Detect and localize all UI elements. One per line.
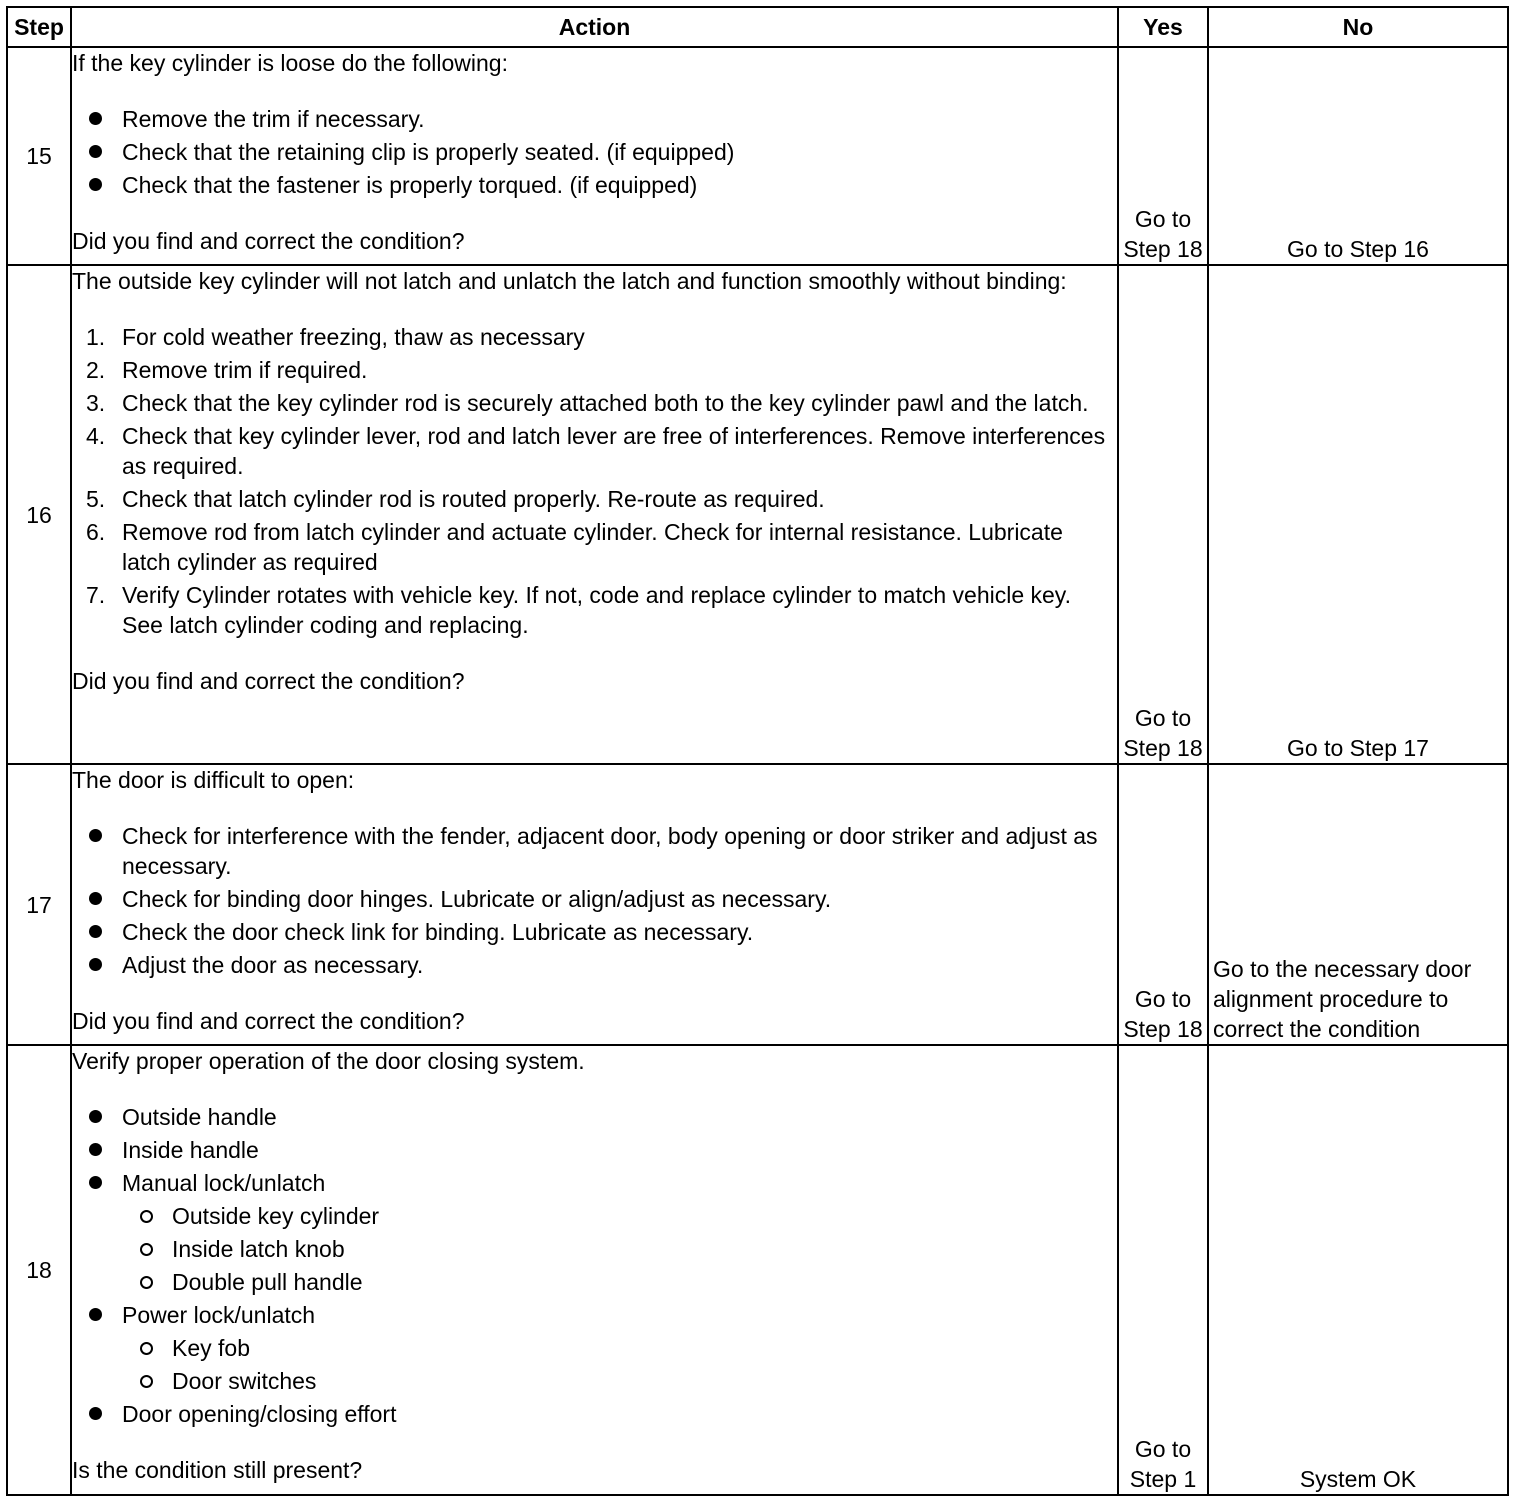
list-number: 5. (86, 486, 106, 512)
action-question: Did you find and correct the condition? (72, 668, 465, 694)
sub-list-item (122, 1267, 1117, 1297)
table-row (7, 47, 1508, 265)
sub-item-text: Inside latch knob (172, 1236, 345, 1262)
list-item (72, 1135, 1117, 1165)
list-item (72, 517, 1117, 577)
list-item (72, 484, 1117, 514)
action-question: Did you find and correct the condition? (72, 228, 465, 254)
bullet-icon (89, 178, 102, 191)
sub-list-item (122, 1366, 1117, 1396)
bullet-list (72, 1102, 1117, 1429)
circle-bullet-icon (140, 1342, 153, 1355)
step-number: 17 (7, 764, 71, 1045)
list-item (72, 1300, 1117, 1396)
circle-bullet-icon (140, 1210, 153, 1223)
table-row (7, 1045, 1508, 1495)
yes-cell: Go to Step 1 (1118, 1045, 1208, 1495)
list-number: 6. (86, 519, 106, 545)
list-item (72, 580, 1117, 640)
list-item-text: Check that key cylinder lever, rod and latch lever are free of interferences. Remove interferences as required. (122, 423, 1106, 479)
list-number: 4. (86, 423, 106, 449)
no-cell: Go to Step 16 (1208, 47, 1508, 265)
bullet-icon (89, 1110, 102, 1123)
header-no: No (1208, 7, 1508, 47)
list-item (72, 917, 1117, 947)
list-item-text: Outside handle (122, 1104, 277, 1130)
list-item-text: Adjust the door as necessary. (122, 952, 424, 978)
step-number: 16 (7, 265, 71, 764)
step-number: 15 (7, 47, 71, 265)
no-cell: Go to the necessary door alignment procedure to correct the condition (1208, 764, 1508, 1045)
list-item-text: Check that the retaining clip is properly seated. (if equipped) (122, 139, 735, 165)
action-question: Is the condition still present? (72, 1457, 363, 1483)
list-item (72, 1102, 1117, 1132)
table-row (7, 764, 1508, 1045)
list-item-text: Inside handle (122, 1137, 259, 1163)
no-cell: System OK (1208, 1045, 1508, 1495)
table-row (7, 265, 1508, 764)
header-yes: Yes (1118, 7, 1208, 47)
bullet-list (72, 821, 1117, 980)
action-cell (71, 47, 1118, 265)
header-step: Step (7, 7, 71, 47)
list-item-text: Remove trim if required. (122, 357, 368, 383)
bullet-icon (89, 112, 102, 125)
list-item (72, 421, 1117, 481)
action-question: Did you find and correct the condition? (72, 1008, 465, 1034)
bullet-icon (89, 145, 102, 158)
list-number: 2. (86, 357, 106, 383)
list-item-text: Door opening/closing effort (122, 1401, 397, 1427)
bullet-icon (89, 958, 102, 971)
list-item (72, 137, 1117, 167)
yes-cell: Go to Step 18 (1118, 764, 1208, 1045)
list-item (72, 821, 1117, 881)
list-item (72, 950, 1117, 980)
list-item-text: Check the door check link for binding. Lubricate as necessary. (122, 919, 754, 945)
list-item (72, 884, 1117, 914)
list-item-text: Verify Cylinder rotates with vehicle key. If not, code and replace cylinder to match vehicle key. See latch cylinder coding and replacing. (122, 582, 1071, 638)
step-number: 18 (7, 1045, 71, 1495)
sub-list-item (122, 1234, 1117, 1264)
circle-bullet-icon (140, 1276, 153, 1289)
bullet-icon (89, 1143, 102, 1156)
list-item-text: Check that latch cylinder rod is routed properly. Re-route as required. (122, 486, 825, 512)
sub-item-text: Double pull handle (172, 1269, 363, 1295)
list-number: 7. (86, 582, 106, 608)
list-item-text: Remove rod from latch cylinder and actuate cylinder. Check for internal resistance. Lubricate latch cylinder as required (122, 519, 1063, 575)
header-row (7, 7, 1508, 47)
sub-item-text: Key fob (172, 1335, 250, 1361)
bullet-icon (89, 925, 102, 938)
bullet-icon (89, 1308, 102, 1321)
numbered-list (72, 322, 1117, 640)
sub-list-item (122, 1201, 1117, 1231)
list-item-text: Power lock/unlatch (122, 1302, 316, 1328)
action-intro: Verify proper operation of the door closing system. (72, 1048, 585, 1074)
list-item (72, 322, 1117, 352)
list-item-text: Remove the trim if necessary. (122, 106, 425, 132)
sub-list (122, 1333, 1117, 1396)
list-item-text: Check for binding door hinges. Lubricate or align/adjust as necessary. (122, 886, 832, 912)
sub-item-text: Door switches (172, 1368, 317, 1394)
circle-bullet-icon (140, 1243, 153, 1256)
sub-list-item (122, 1333, 1117, 1363)
list-item (72, 170, 1117, 200)
list-item-text: Check for interference with the fender, adjacent door, body opening or door striker and adjust as necessary. (122, 823, 1098, 879)
diagnostic-table (6, 6, 1509, 1496)
action-cell (71, 764, 1118, 1045)
action-cell (71, 265, 1118, 764)
list-item (72, 104, 1117, 134)
bullet-icon (89, 829, 102, 842)
action-intro: If the key cylinder is loose do the following: (72, 50, 508, 76)
sub-item-text: Outside key cylinder (172, 1203, 380, 1229)
bullet-list (72, 104, 1117, 200)
action-intro: The door is difficult to open: (72, 767, 355, 793)
list-number: 1. (86, 324, 106, 350)
list-item (72, 1168, 1117, 1297)
yes-cell: Go to Step 18 (1118, 265, 1208, 764)
list-item-text: Manual lock/unlatch (122, 1170, 326, 1196)
header-action: Action (71, 7, 1118, 47)
action-intro: The outside key cylinder will not latch and unlatch the latch and function smoothly without binding: (72, 268, 1067, 294)
list-item-text: Check that the fastener is properly torqued. (if equipped) (122, 172, 698, 198)
no-cell: Go to Step 17 (1208, 265, 1508, 764)
bullet-icon (89, 892, 102, 905)
bullet-icon (89, 1176, 102, 1189)
list-item-text: Check that the key cylinder rod is securely attached both to the key cylinder pawl and the latch. (122, 390, 1089, 416)
list-item-text: For cold weather freezing, thaw as necessary (122, 324, 585, 350)
bullet-icon (89, 1407, 102, 1420)
yes-cell: Go to Step 18 (1118, 47, 1208, 265)
list-item (72, 355, 1117, 385)
list-number: 3. (86, 390, 106, 416)
sub-list (122, 1201, 1117, 1297)
circle-bullet-icon (140, 1375, 153, 1388)
list-item (72, 1399, 1117, 1429)
action-cell (71, 1045, 1118, 1495)
list-item (72, 388, 1117, 418)
